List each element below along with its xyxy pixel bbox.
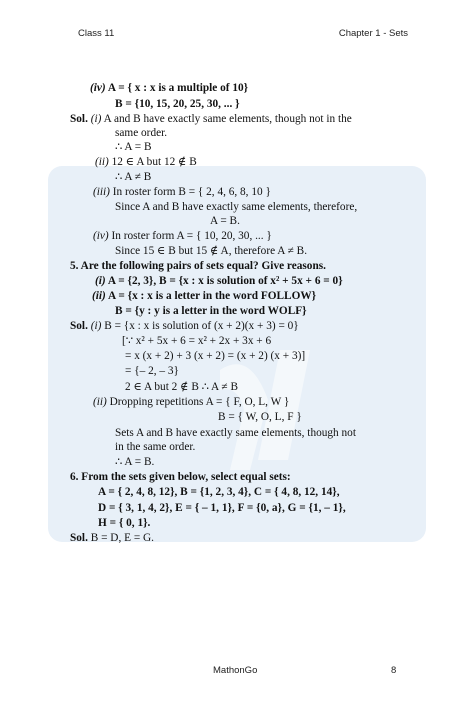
text-segment: H = { 0, 1}. xyxy=(98,517,151,529)
text-line xyxy=(218,410,302,424)
text-segment: same order. xyxy=(115,127,168,139)
text-segment: 2 ∈ A but 2 ∉ B ∴ A ≠ B xyxy=(125,381,238,393)
question-6-title xyxy=(70,470,291,484)
text-line xyxy=(93,229,272,243)
text-line xyxy=(122,334,271,348)
text-segment: (iii) xyxy=(93,186,110,198)
text-segment: 6. From the sets given below, select equal sets: xyxy=(70,471,291,483)
text-segment: A and B have exactly same elements, though not in the xyxy=(101,113,352,125)
text-segment: B = {x : x is solution of (x + 2)(x + 3) = 0} xyxy=(101,320,299,332)
text-segment: = {– 2, – 3} xyxy=(125,365,179,377)
text-line xyxy=(70,319,299,333)
text-segment: A = {2, 3}, B = {x : x is solution of x² + 5x + 6 = 0} xyxy=(105,275,343,287)
text-segment: Sol. xyxy=(70,113,88,125)
text-segment: ∴ A = B xyxy=(115,141,152,153)
text-segment: In roster form A = { 10, 20, 30, ... } xyxy=(108,230,272,242)
text-line xyxy=(115,244,307,258)
text-line xyxy=(90,81,248,95)
text-line xyxy=(98,485,340,499)
text-line xyxy=(115,200,357,214)
text-line xyxy=(115,440,195,454)
text-line xyxy=(115,455,154,469)
text-line xyxy=(93,395,289,409)
text-line xyxy=(92,289,316,303)
text-segment: (iv) xyxy=(93,230,109,242)
text-line xyxy=(98,516,150,530)
text-segment: ∴ A = B. xyxy=(115,456,155,468)
text-segment: (i) xyxy=(95,275,106,287)
text-segment: A = B. xyxy=(210,215,240,227)
text-segment: B = {10, 15, 20, 25, 30, ... } xyxy=(115,98,240,110)
text-segment: B = D, E = G. xyxy=(87,532,154,544)
text-line xyxy=(210,214,240,228)
text-segment: 12 ∈ A but 12 ∉ B xyxy=(108,156,197,168)
text-line xyxy=(115,140,151,154)
text-line xyxy=(115,97,240,111)
text-segment: Since A and B have exactly same elements, therefore, xyxy=(115,201,358,213)
footer-brand: MathonGo xyxy=(213,665,258,676)
text-line xyxy=(95,274,343,288)
text-segment: Sol. xyxy=(70,320,88,332)
text-line xyxy=(125,380,238,394)
text-line xyxy=(125,364,179,378)
text-segment: In roster form B = { 2, 4, 6, 8, 10 } xyxy=(109,186,271,198)
text-segment: Sets A and B have exactly same elements, though not xyxy=(115,427,356,439)
text-segment: Since 15 ∈ B but 15 ∉ A, therefore A ≠ B. xyxy=(115,245,308,257)
text-segment: (ii) xyxy=(92,290,106,302)
text-segment: = x (x + 2) + 3 (x + 2) = (x + 2) (x + 3)] xyxy=(125,350,306,362)
question-5-title xyxy=(70,259,326,273)
text-segment: [∵ x² + 5x + 6 = x² + 2x + 3x + 6 xyxy=(122,335,272,347)
text-segment: 5. Are the following pairs of sets equal? Give reasons. xyxy=(70,260,326,272)
text-line xyxy=(70,112,352,126)
text-line xyxy=(125,349,305,363)
text-segment: in the same order. xyxy=(115,441,196,453)
text-line xyxy=(95,155,197,169)
text-line xyxy=(115,126,167,140)
text-segment: (ii) xyxy=(95,156,109,168)
text-line xyxy=(115,170,151,184)
text-segment: Dropping repetitions A = { F, O, L, W } xyxy=(106,396,290,408)
text-segment: Sol. xyxy=(70,532,88,544)
text-segment: (i) xyxy=(87,320,102,332)
header-chapter-label: Chapter 1 - Sets xyxy=(338,28,408,39)
text-segment: ∴ A ≠ B xyxy=(115,171,152,183)
text-segment: A = { x : x is a multiple of 10} xyxy=(105,82,249,94)
text-line xyxy=(115,426,356,440)
header-class-label: Class 11 xyxy=(78,28,115,39)
text-segment: B = {y : y is a letter in the word WOLF} xyxy=(115,305,307,317)
text-line xyxy=(115,304,307,318)
text-line xyxy=(93,185,271,199)
text-segment: D = { 3, 1, 4, 2}, E = { – 1, 1}, F = {0, a}, G = {1, – 1}, xyxy=(98,502,346,514)
text-segment: (i) xyxy=(87,113,102,125)
text-segment: (ii) xyxy=(93,396,107,408)
text-segment: B = { W, O, L, F } xyxy=(218,411,302,423)
text-line xyxy=(98,501,346,515)
text-segment: A = {x : x is a letter in the word FOLLOW} xyxy=(105,290,317,302)
text-segment: A = { 2, 4, 8, 12}, B = {1, 2, 3, 4}, C = { 4, 8, 12, 14}, xyxy=(98,486,340,498)
text-line xyxy=(70,531,154,545)
footer-page-number: 8 xyxy=(391,665,397,676)
text-segment: (iv) xyxy=(90,82,106,94)
